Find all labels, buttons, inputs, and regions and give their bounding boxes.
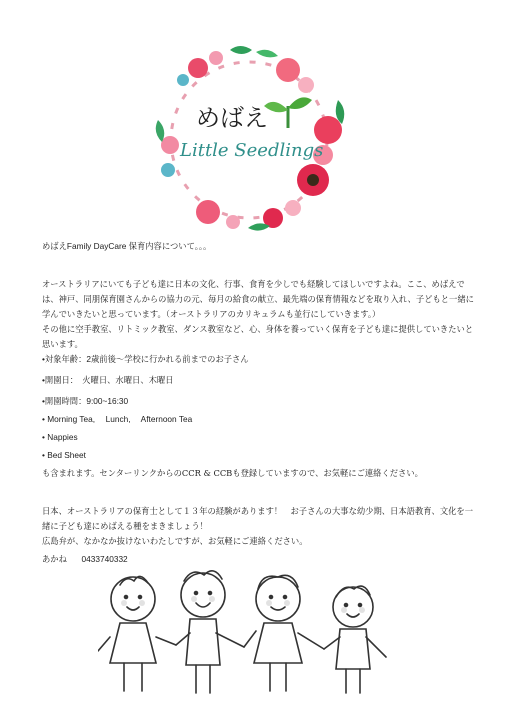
child-head-2 xyxy=(181,573,225,617)
flower-cluster-top xyxy=(177,46,314,93)
contact-invite: 広島弁が、なかなか抜けないわたしですが、お気軽にご連絡ください。 xyxy=(42,536,308,546)
bullet-nappies: • Nappies xyxy=(42,432,78,442)
intro-paragraph: オーストラリアにいても子ども達に日本の文化、行事、食育を少しでも経験してほしいですよね。ここ、めばえでは、神戸、同朋保育園さんからの協力の元、毎月の給食の献立、最先端の保育情報などを取り入れ、子どもと一緒に学んでいきたいと思っています。（オーストラリアのカリキュラムも並行にしていきます。） xyxy=(42,279,474,319)
experience-paragraph: 日本、オーストラリアの保育士として１３年の経験があります！ お子さんの大事な幼少期、日本語教育、文化を一緒に子ども達にめばえる種をまきましょう！ xyxy=(42,506,474,531)
activities-paragraph: その他に空手教室、リトミック教室、ダンス教室など、心、身体を養っていく保育を子ども達に提供していきたいと思います。 xyxy=(42,324,474,349)
logo-title: めばえ xyxy=(196,104,268,132)
bullet-hours: •開園時間：9:00~16:30 xyxy=(42,396,129,406)
contact-line xyxy=(42,552,474,567)
children-holding-hands-illustration xyxy=(98,567,398,699)
logo-subtitle: Little Seedlings xyxy=(180,140,324,161)
mebae-logo xyxy=(138,40,360,235)
bullet-bed-sheet: • Bed Sheet xyxy=(42,450,86,460)
bullet-age: •対象年齢：2歳前後〜学校に行かれる前までのお子さん xyxy=(42,354,249,364)
bullet-open-days: •開園日： 火曜日、水曜日、木曜日 xyxy=(42,375,174,385)
child-head-3 xyxy=(256,577,300,621)
subsidy-paragraph: も含まれます。センターリンクからのCCR & CCBも登録していますので、お気軽にご連絡ください。 xyxy=(42,468,423,478)
page-heading: めばえFamily DayCare 保育内容について。。。 xyxy=(42,241,212,251)
flower-cluster-left xyxy=(156,120,179,177)
contact-name: あかね xyxy=(42,554,67,564)
sprout-icon xyxy=(264,97,312,128)
contact-phone[interactable]: 0433740332 xyxy=(81,554,128,564)
bullet-meals: • Morning Tea, Lunch, Afternoon Tea xyxy=(42,414,193,424)
flower-cluster-bottom xyxy=(196,200,301,231)
